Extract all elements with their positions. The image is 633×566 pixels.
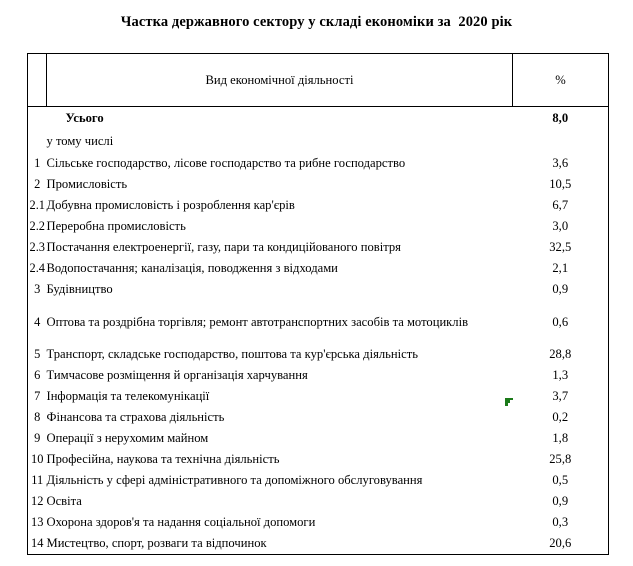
activity-name-cell: у тому числі [46, 134, 114, 148]
activity-name-cell: Операції з нерухомим майном [46, 431, 209, 445]
row-number-cell: 4 [34, 315, 41, 329]
table-header-row [28, 54, 609, 107]
table-row [28, 512, 609, 533]
row-number-cell: 11 [31, 473, 44, 487]
activity-name-cell: Транспорт, складське господарство, поштова та кур'єрська діяльність [46, 347, 418, 361]
percent-value-cell: 0,5 [552, 473, 569, 487]
activity-name-cell: Інформація та телекомунікації [46, 389, 210, 403]
table-row [28, 258, 609, 279]
activity-name-cell: Сільське господарство, лісове господарство та рибне господарство [46, 156, 406, 170]
percent-value-cell: 0,9 [552, 494, 569, 508]
percent-value-cell: 2,1 [552, 261, 569, 275]
activity-name-cell: Тимчасове розміщення й організація харчування [46, 368, 308, 382]
table-row [28, 386, 609, 407]
table-row [28, 344, 609, 365]
table-row [28, 428, 609, 449]
row-number-cell [28, 107, 47, 130]
percent-value-cell: 3,7 [552, 389, 569, 403]
percent-value-cell: 1,3 [552, 368, 569, 382]
row-number-cell: 6 [34, 368, 41, 382]
table-row [28, 216, 609, 237]
percent-value-cell: 10,5 [549, 177, 572, 191]
percent-value-cell: 0,9 [552, 282, 569, 296]
row-number-cell [28, 129, 47, 153]
table-row [28, 107, 609, 130]
percent-value-cell: 28,8 [549, 347, 572, 361]
percent-value-cell: 0,6 [552, 315, 569, 329]
table-row [28, 237, 609, 258]
table-row [28, 407, 609, 428]
row-number-cell: 12 [31, 494, 44, 508]
activity-name-cell: Професійна, наукова та технічна діяльність [46, 452, 280, 466]
percent-value-cell: 3,0 [552, 219, 569, 233]
table-body [28, 107, 609, 555]
activity-name-cell: Охорона здоров'я та надання соціальної допомоги [46, 515, 316, 529]
percent-value-cell [513, 129, 609, 153]
row-number-cell: 13 [31, 515, 44, 529]
column-header-percent: % [513, 54, 609, 107]
row-number-cell: 9 [34, 431, 41, 445]
activity-name-cell: Усього [65, 111, 104, 125]
table-row [28, 300, 609, 344]
table-header [28, 54, 609, 107]
table-row [28, 129, 609, 153]
activity-name-cell: Будівництво [46, 282, 113, 296]
percent-value-cell: 0,3 [552, 515, 569, 529]
row-number-cell: 2.1 [29, 198, 45, 212]
row-number-cell: 8 [34, 410, 41, 424]
table-row [28, 195, 609, 216]
table-row [28, 470, 609, 491]
percent-value-cell: 1,8 [552, 431, 569, 445]
activity-name-cell: Оптова та роздрібна торгівля; ремонт автотранспортних засобів та мотоциклів [46, 315, 469, 329]
activity-name-cell: Промисловість [46, 177, 128, 191]
statistics-table-container [27, 53, 607, 555]
row-number-cell: 2.2 [29, 219, 45, 233]
table-row [28, 279, 609, 300]
row-number-cell: 10 [31, 452, 44, 466]
percent-value-cell: 25,8 [549, 452, 572, 466]
table-row [28, 491, 609, 512]
activity-name-cell: Освіта [46, 494, 82, 508]
activity-name-cell: Фінансова та страхова діяльність [46, 410, 225, 424]
row-number-cell: 7 [34, 389, 41, 403]
column-header-activity: Вид економічної діяльності [47, 54, 513, 107]
row-number-cell: 5 [34, 347, 41, 361]
row-number-cell: 2 [34, 177, 41, 191]
row-number-cell: 2.4 [29, 261, 45, 275]
table-row [28, 449, 609, 470]
percent-value-cell: 6,7 [552, 198, 569, 212]
percent-value-cell: 0,2 [552, 410, 569, 424]
percent-value-cell: 8,0 [552, 111, 569, 125]
table-row [28, 365, 609, 386]
row-number-cell: 3 [34, 282, 41, 296]
row-number-cell: 14 [31, 536, 44, 550]
statistics-table [27, 53, 609, 555]
percent-value-cell: 3,6 [552, 156, 569, 170]
table-row [28, 153, 609, 174]
activity-name-cell: Діяльність у сфері адміністративного та допоміжного обслуговування [46, 473, 423, 487]
activity-name-cell: Постачання електроенергії, газу, пари та кондиційованого повітря [46, 240, 401, 254]
activity-name-cell: Водопостачання; каналізація, поводження з відходами [46, 261, 338, 275]
page-title: Частка державного сектору у складі економіки за 2020 рік [120, 14, 513, 30]
row-number-cell: 2.3 [29, 240, 45, 254]
row-number-cell: 1 [34, 156, 41, 170]
table-row [28, 533, 609, 555]
percent-value-cell: 20,6 [549, 536, 572, 550]
activity-name-cell: Добувна промисловість і розроблення кар'єрів [46, 198, 295, 212]
column-header-number [28, 54, 47, 107]
activity-name-cell: Переробна промисловість [46, 219, 186, 233]
table-row [28, 174, 609, 195]
activity-name-cell: Мистецтво, спорт, розваги та відпочинок [46, 536, 267, 550]
percent-value-cell: 32,5 [549, 240, 572, 254]
